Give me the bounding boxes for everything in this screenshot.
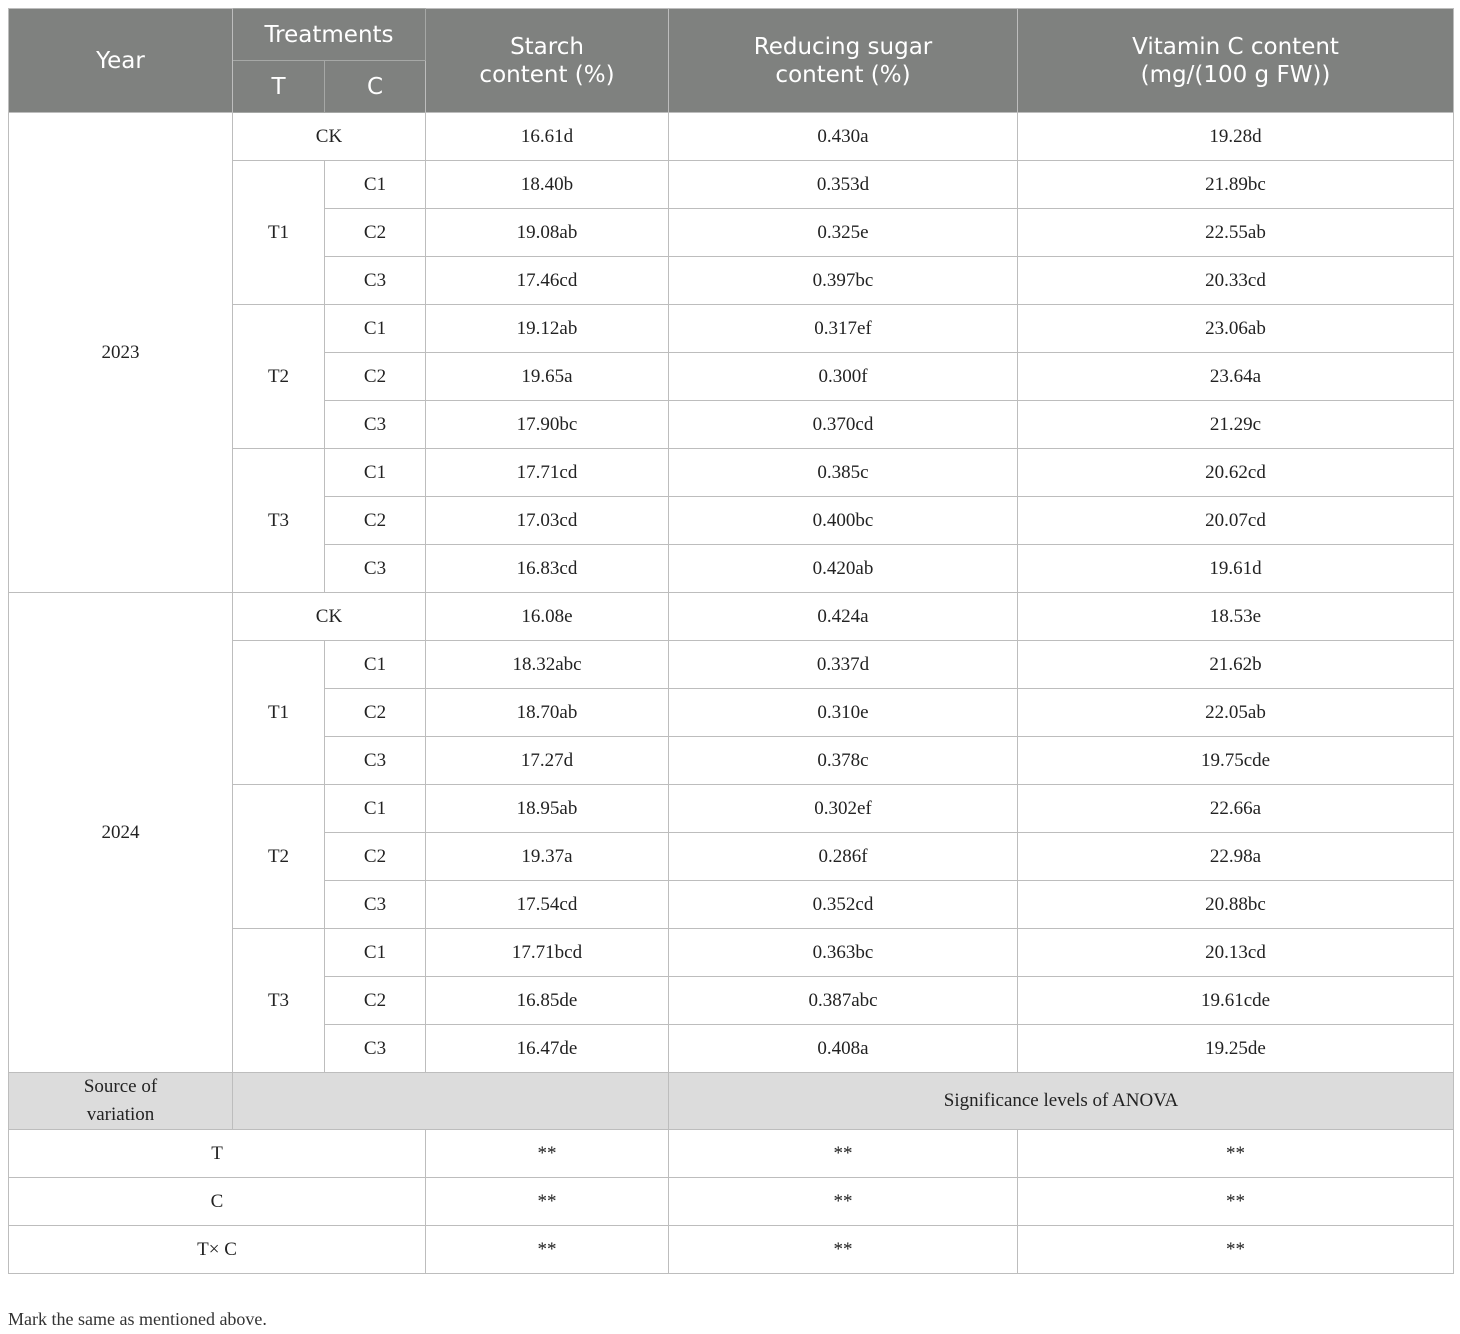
vitc-value-cell: 20.13cd: [1018, 929, 1454, 977]
sugar-value-cell: 0.317ef: [669, 305, 1018, 353]
starch-value-cell: 16.08e: [426, 593, 669, 641]
vitc-value-cell: 18.53e: [1018, 593, 1454, 641]
anova-source-cell: T: [9, 1130, 426, 1178]
c-level-cell: C3: [325, 737, 426, 785]
anova-significance-label: Significance levels of ANOVA: [669, 1073, 1454, 1130]
t-level-cell: T1: [233, 641, 325, 785]
c-level-cell: C2: [325, 209, 426, 257]
c-level-cell: C3: [325, 545, 426, 593]
starch-value-cell: 17.03cd: [426, 497, 669, 545]
table-body: [9, 113, 1454, 1073]
starch-value-cell: 17.54cd: [426, 881, 669, 929]
sugar-value-cell: 0.385c: [669, 449, 1018, 497]
t-level-cell: T1: [233, 161, 325, 305]
sugar-value-cell: 0.302ef: [669, 785, 1018, 833]
starch-value-cell: 17.71cd: [426, 449, 669, 497]
year-cell: 2024: [9, 593, 233, 1073]
t-level-cell: T2: [233, 305, 325, 449]
results-table: [8, 8, 1454, 1274]
ck-label-cell: CK: [233, 593, 426, 641]
table-header: [9, 9, 1454, 113]
table-row: [9, 593, 1454, 641]
ck-label-cell: CK: [233, 113, 426, 161]
starch-value-cell: 16.47de: [426, 1025, 669, 1073]
anova-source-cell: C: [9, 1178, 426, 1226]
sugar-value-cell: 0.420ab: [669, 545, 1018, 593]
year-cell: 2023: [9, 113, 233, 593]
c-level-cell: C1: [325, 641, 426, 689]
vitc-value-cell: 19.61d: [1018, 545, 1454, 593]
anova-blank-cell: [233, 1073, 669, 1130]
starch-value-cell: 17.90bc: [426, 401, 669, 449]
anova-starch-significance: **: [426, 1130, 669, 1178]
vitc-value-cell: 19.28d: [1018, 113, 1454, 161]
anova-vitc-significance: **: [1018, 1178, 1454, 1226]
vitc-value-cell: 21.29c: [1018, 401, 1454, 449]
sugar-value-cell: 0.400bc: [669, 497, 1018, 545]
c-level-cell: C1: [325, 929, 426, 977]
sugar-value-cell: 0.310e: [669, 689, 1018, 737]
sugar-value-cell: 0.408a: [669, 1025, 1018, 1073]
t-level-cell: T3: [233, 449, 325, 593]
anova-starch-significance: **: [426, 1178, 669, 1226]
vitc-value-cell: 20.07cd: [1018, 497, 1454, 545]
sugar-value-cell: 0.286f: [669, 833, 1018, 881]
anova-vitc-significance: **: [1018, 1226, 1454, 1274]
anova-row: [9, 1226, 1454, 1274]
starch-value-cell: 19.12ab: [426, 305, 669, 353]
header-reducing-sugar: Reducing sugar content (%): [669, 9, 1018, 113]
vitc-value-cell: 23.06ab: [1018, 305, 1454, 353]
anova-row: [9, 1130, 1454, 1178]
starch-value-cell: 18.70ab: [426, 689, 669, 737]
starch-value-cell: 19.37a: [426, 833, 669, 881]
c-level-cell: C2: [325, 977, 426, 1025]
vitc-value-cell: 20.88bc: [1018, 881, 1454, 929]
starch-value-cell: 17.46cd: [426, 257, 669, 305]
header-year: Year: [9, 9, 233, 113]
anova-source-cell: T× C: [9, 1226, 426, 1274]
starch-value-cell: 18.40b: [426, 161, 669, 209]
footnote: Mark the same as mentioned above.: [8, 1309, 267, 1329]
vitc-value-cell: 19.75cde: [1018, 737, 1454, 785]
vitc-value-cell: 19.25de: [1018, 1025, 1454, 1073]
sugar-value-cell: 0.387abc: [669, 977, 1018, 1025]
sugar-value-cell: 0.424a: [669, 593, 1018, 641]
header-treatments: Treatments: [233, 9, 426, 61]
sugar-value-cell: 0.430a: [669, 113, 1018, 161]
starch-value-cell: 18.32abc: [426, 641, 669, 689]
sugar-value-cell: 0.300f: [669, 353, 1018, 401]
anova-header-row: [9, 1073, 1454, 1130]
c-level-cell: C2: [325, 497, 426, 545]
header-t: T: [233, 61, 325, 113]
vitc-value-cell: 21.89bc: [1018, 161, 1454, 209]
anova-row: [9, 1178, 1454, 1226]
vitc-value-cell: 22.98a: [1018, 833, 1454, 881]
vitc-value-cell: 22.05ab: [1018, 689, 1454, 737]
c-level-cell: C1: [325, 449, 426, 497]
starch-value-cell: 18.95ab: [426, 785, 669, 833]
vitc-value-cell: 23.64a: [1018, 353, 1454, 401]
c-level-cell: C1: [325, 161, 426, 209]
c-level-cell: C3: [325, 401, 426, 449]
starch-value-cell: 19.08ab: [426, 209, 669, 257]
vitc-value-cell: 21.62b: [1018, 641, 1454, 689]
starch-value-cell: 16.85de: [426, 977, 669, 1025]
anova-vitc-significance: **: [1018, 1130, 1454, 1178]
table-row: [9, 113, 1454, 161]
sugar-value-cell: 0.363bc: [669, 929, 1018, 977]
sugar-value-cell: 0.337d: [669, 641, 1018, 689]
anova-sugar-significance: **: [669, 1178, 1018, 1226]
anova-section: [9, 1073, 1454, 1274]
t-level-cell: T2: [233, 785, 325, 929]
anova-source-label: Source of variation: [9, 1073, 233, 1130]
c-level-cell: C2: [325, 353, 426, 401]
c-level-cell: C3: [325, 257, 426, 305]
sugar-value-cell: 0.397bc: [669, 257, 1018, 305]
anova-sugar-significance: **: [669, 1130, 1018, 1178]
header-starch: Starch content (%): [426, 9, 669, 113]
starch-value-cell: 16.83cd: [426, 545, 669, 593]
c-level-cell: C2: [325, 689, 426, 737]
starch-value-cell: 17.71bcd: [426, 929, 669, 977]
vitc-value-cell: 20.33cd: [1018, 257, 1454, 305]
sugar-value-cell: 0.325e: [669, 209, 1018, 257]
sugar-value-cell: 0.370cd: [669, 401, 1018, 449]
c-level-cell: C3: [325, 1025, 426, 1073]
sugar-value-cell: 0.378c: [669, 737, 1018, 785]
header-c: C: [325, 61, 426, 113]
header-vitamin-c: Vitamin C content (mg/(100 g FW)): [1018, 9, 1454, 113]
anova-starch-significance: **: [426, 1226, 669, 1274]
vitc-value-cell: 19.61cde: [1018, 977, 1454, 1025]
starch-value-cell: 16.61d: [426, 113, 669, 161]
starch-value-cell: 17.27d: [426, 737, 669, 785]
c-level-cell: C1: [325, 785, 426, 833]
vitc-value-cell: 20.62cd: [1018, 449, 1454, 497]
starch-value-cell: 19.65a: [426, 353, 669, 401]
c-level-cell: C3: [325, 881, 426, 929]
sugar-value-cell: 0.352cd: [669, 881, 1018, 929]
vitc-value-cell: 22.66a: [1018, 785, 1454, 833]
c-level-cell: C2: [325, 833, 426, 881]
c-level-cell: C1: [325, 305, 426, 353]
t-level-cell: T3: [233, 929, 325, 1073]
vitc-value-cell: 22.55ab: [1018, 209, 1454, 257]
anova-sugar-significance: **: [669, 1226, 1018, 1274]
sugar-value-cell: 0.353d: [669, 161, 1018, 209]
